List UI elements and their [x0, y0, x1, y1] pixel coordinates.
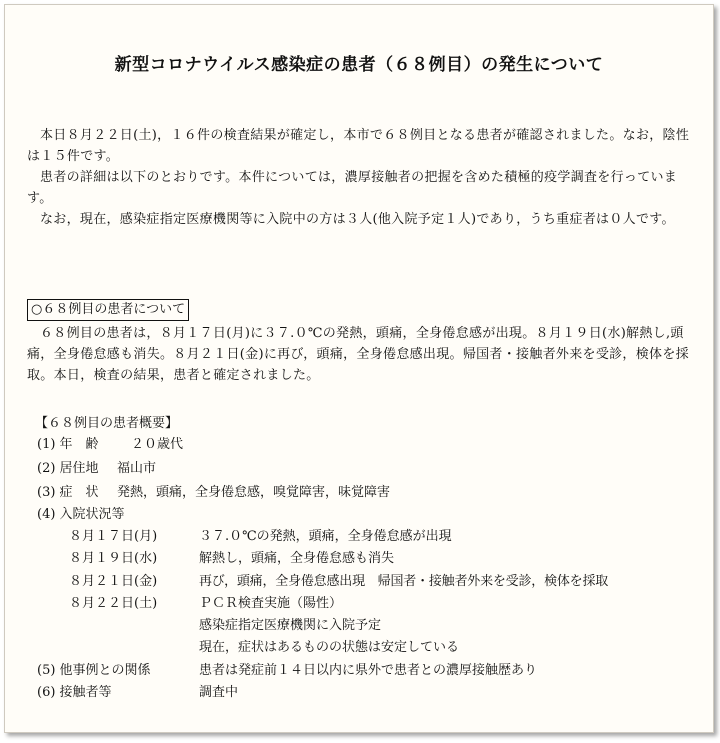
contacts-value: 調査中 — [199, 685, 239, 700]
document-page — [4, 4, 714, 733]
timeline-note: 現在，症状はあるものの状態は安定している — [199, 640, 460, 655]
intro-paragraph-2: 患者の詳細は以下のとおりです。本件については，濃厚接触者の把握を含めた積極的疫学調査を行っています。 — [27, 170, 678, 206]
timeline-date: ８月２１日(金) — [69, 574, 158, 589]
hospitalization-label: (4) 入院状況等 — [37, 507, 125, 522]
timeline-event: ３７.０℃の発熱，頭痛，全身倦怠感が出現 — [199, 529, 452, 544]
timeline-date: ８月２２日(土) — [69, 596, 158, 611]
timeline-event: 解熱し，頭痛，全身倦怠感も消失 — [199, 551, 395, 566]
intro-section — [27, 125, 691, 230]
residence-label: (2) 居住地 — [37, 461, 99, 476]
document-title: 新型コロナウイルス感染症の患者（６８例目）の発生について — [114, 55, 604, 75]
intro-paragraph-3: なお，現在，感染症指定医療機関等に入院中の方は３人(他入院予定１人)であり，うち重症者は０人です。 — [40, 212, 675, 227]
symptom-label: (3) 症 状 — [37, 485, 99, 500]
residence-value: 福山市 — [117, 461, 157, 476]
summary-heading: 【６８例目の患者概要】 — [35, 416, 179, 431]
case-section — [27, 323, 691, 386]
age-label: (1) 年 齢 — [37, 437, 99, 452]
case-paragraph: ６８例目の患者は，８月１７日(月)に３７.０℃の発熱，頭痛，全身倦怠感が出現。８月１９日(水)解熱し,頭痛，全身倦怠感も消失。８月２１日(金)に再び，頭痛，全身倦怠感出現。帰国者・接触者外来を受診，検体を採取。本日，検査の結果，患者と確定されました。 — [27, 326, 689, 383]
case-heading: ○６８例目の患者について — [27, 299, 189, 321]
timeline-date: ８月１９日(水) — [69, 551, 158, 566]
symptom-value: 発熱，頭痛，全身倦怠感，嗅覚障害，味覚障害 — [117, 485, 391, 500]
timeline-note: 感染症指定医療機関に入院予定 — [199, 618, 382, 633]
timeline-event: 再び，頭痛，全身倦怠感出現 帰国者・接触者外来を受診，検体を採取 — [199, 574, 609, 589]
contacts-label: (6) 接触者等 — [37, 685, 112, 700]
relation-value: 患者は発症前１４日以内に県外で患者との濃厚接触歴あり — [199, 663, 538, 678]
intro-paragraph-1: 本日８月２２日(土)，１６件の検査結果が確定し，本市で６８例目となる患者が確認されました。なお，陰性は１５件です。 — [27, 128, 690, 164]
timeline-date: ８月１７日(月) — [69, 529, 158, 544]
age-value: ２０歳代 — [131, 437, 184, 452]
timeline-event: ＰＣＲ検査実施（陽性） — [199, 596, 343, 611]
relation-label: (5) 他事例との関係 — [37, 663, 151, 678]
